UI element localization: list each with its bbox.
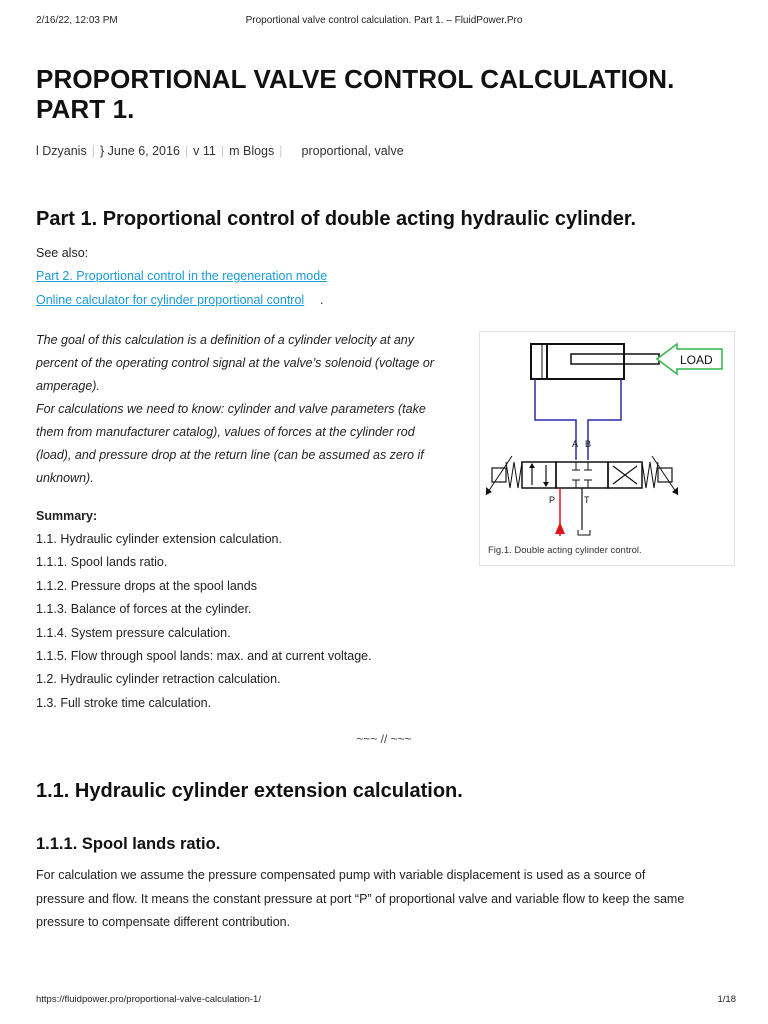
figure-hydraulic-schematic — [479, 331, 735, 566]
summary-list — [36, 530, 372, 717]
part-heading: Part 1. Proportional control of double acting hydraulic cylinder. — [36, 208, 637, 230]
summary-item: 1.1.4. System pressure calculation. — [36, 625, 231, 640]
intro-line: unknown). — [36, 471, 94, 485]
print-page-number: 1/18 — [717, 994, 736, 1005]
summary-item: 1.1. Hydraulic cylinder extension calculation. — [36, 532, 282, 546]
intro-line: (load), and pressure drop at the return line (can be assumed as zero if — [36, 448, 424, 462]
summary-item: 1.1.3. Balance of forces at the cylinder. — [36, 602, 252, 617]
intro-line: For calculations we need to know: cylinder and valve parameters (take — [36, 402, 426, 416]
link-suffix: . — [320, 293, 324, 307]
load-label: LOAD — [680, 353, 713, 367]
hose-b — [588, 379, 621, 460]
meta-separator: | — [91, 144, 95, 158]
summary-item: 1.2. Hydraulic cylinder retraction calculation. — [36, 672, 281, 687]
post-views: v 11 — [193, 144, 216, 158]
intro-text — [36, 329, 468, 490]
valve-arrow-head — [543, 482, 549, 487]
spring-left — [506, 462, 522, 488]
tank-symbol — [578, 530, 590, 535]
link-part-2[interactable]: Part 2. Proportional control in the regeneration mode — [36, 269, 328, 283]
post-date[interactable]: } June 6, 2016 — [99, 144, 180, 158]
print-header — [0, 15, 768, 29]
print-page-title: Proportional valve control calculation. Part 1. – FluidPower.Pro — [245, 15, 523, 26]
post-meta — [36, 144, 404, 158]
cylinder-rod — [571, 354, 659, 364]
intro-line: The goal of this calculation is a definition of a cylinder velocity at any — [36, 333, 414, 347]
link-online-calculator[interactable]: Online calculator for cylinder proportional control — [36, 293, 305, 307]
summary-item: 1.3. Full stroke time calculation. — [36, 695, 212, 710]
see-also-label: See also: — [36, 246, 89, 260]
post-tags[interactable]: proportional, valve — [301, 144, 404, 158]
hose-a — [535, 379, 579, 460]
summary-item: 1.1.1. Spool lands ratio. — [36, 555, 168, 570]
hydraulic-schematic-diagram — [480, 332, 734, 542]
intro-line: them from manufacturer catalog), values of forces at the cylinder rod — [36, 425, 415, 439]
valve-center-envelope — [556, 462, 608, 488]
cylinder-body — [531, 344, 624, 379]
valve-arrow-head — [529, 463, 535, 468]
meta-separator: | — [220, 144, 225, 158]
post-category[interactable]: m Blogs — [229, 144, 275, 158]
page-title: PROPORTIONAL VALVE CONTROL CALCULATION. PART 1. — [36, 64, 675, 124]
port-b-label: B — [585, 439, 592, 449]
port-t-label: T — [584, 495, 590, 505]
summary-item: 1.1.5. Flow through spool lands: max. and at current voltage. — [36, 648, 372, 663]
paragraph-line: pressure and flow. It means the constant pressure at port “P” of proportional valve and variable flow to keep the same — [36, 891, 685, 906]
meta-separator: | — [184, 144, 189, 158]
valve-left-envelope — [522, 462, 556, 488]
print-datetime: 2/16/22, 12:03 PM — [36, 15, 118, 26]
spring-right — [642, 462, 658, 488]
pressure-arrow — [555, 522, 565, 534]
section-divider: ~~~ // ~~~ — [356, 732, 412, 746]
summary-label: Summary: — [36, 509, 98, 523]
subsection-heading: 1.1.1. Spool lands ratio. — [36, 835, 221, 853]
paragraph-line: For calculation we assume the pressure compensated pump with variable displacement is used as a source of — [36, 868, 646, 882]
post-author[interactable]: l Dzyanis — [36, 144, 87, 158]
meta-separator: | — [279, 144, 283, 158]
paragraph-line: pressure to compensate different contribution. — [36, 915, 291, 929]
section-heading: 1.1. Hydraulic cylinder extension calculation. — [36, 780, 463, 802]
summary-item: 1.1.2. Pressure drops at the spool lands — [36, 578, 257, 593]
intro-line: percent of the operating control signal at the valve’s solenoid (voltage or — [36, 356, 434, 370]
port-p-label: P — [549, 495, 556, 505]
print-url: https://fluidpower.pro/proportional-valve-calculation-1/ — [36, 994, 261, 1005]
intro-line: amperage). — [36, 379, 100, 393]
figure-caption: Fig.1. Double acting cylinder control. — [488, 545, 642, 556]
port-a-label: A — [572, 439, 579, 449]
body-paragraph — [36, 864, 736, 935]
